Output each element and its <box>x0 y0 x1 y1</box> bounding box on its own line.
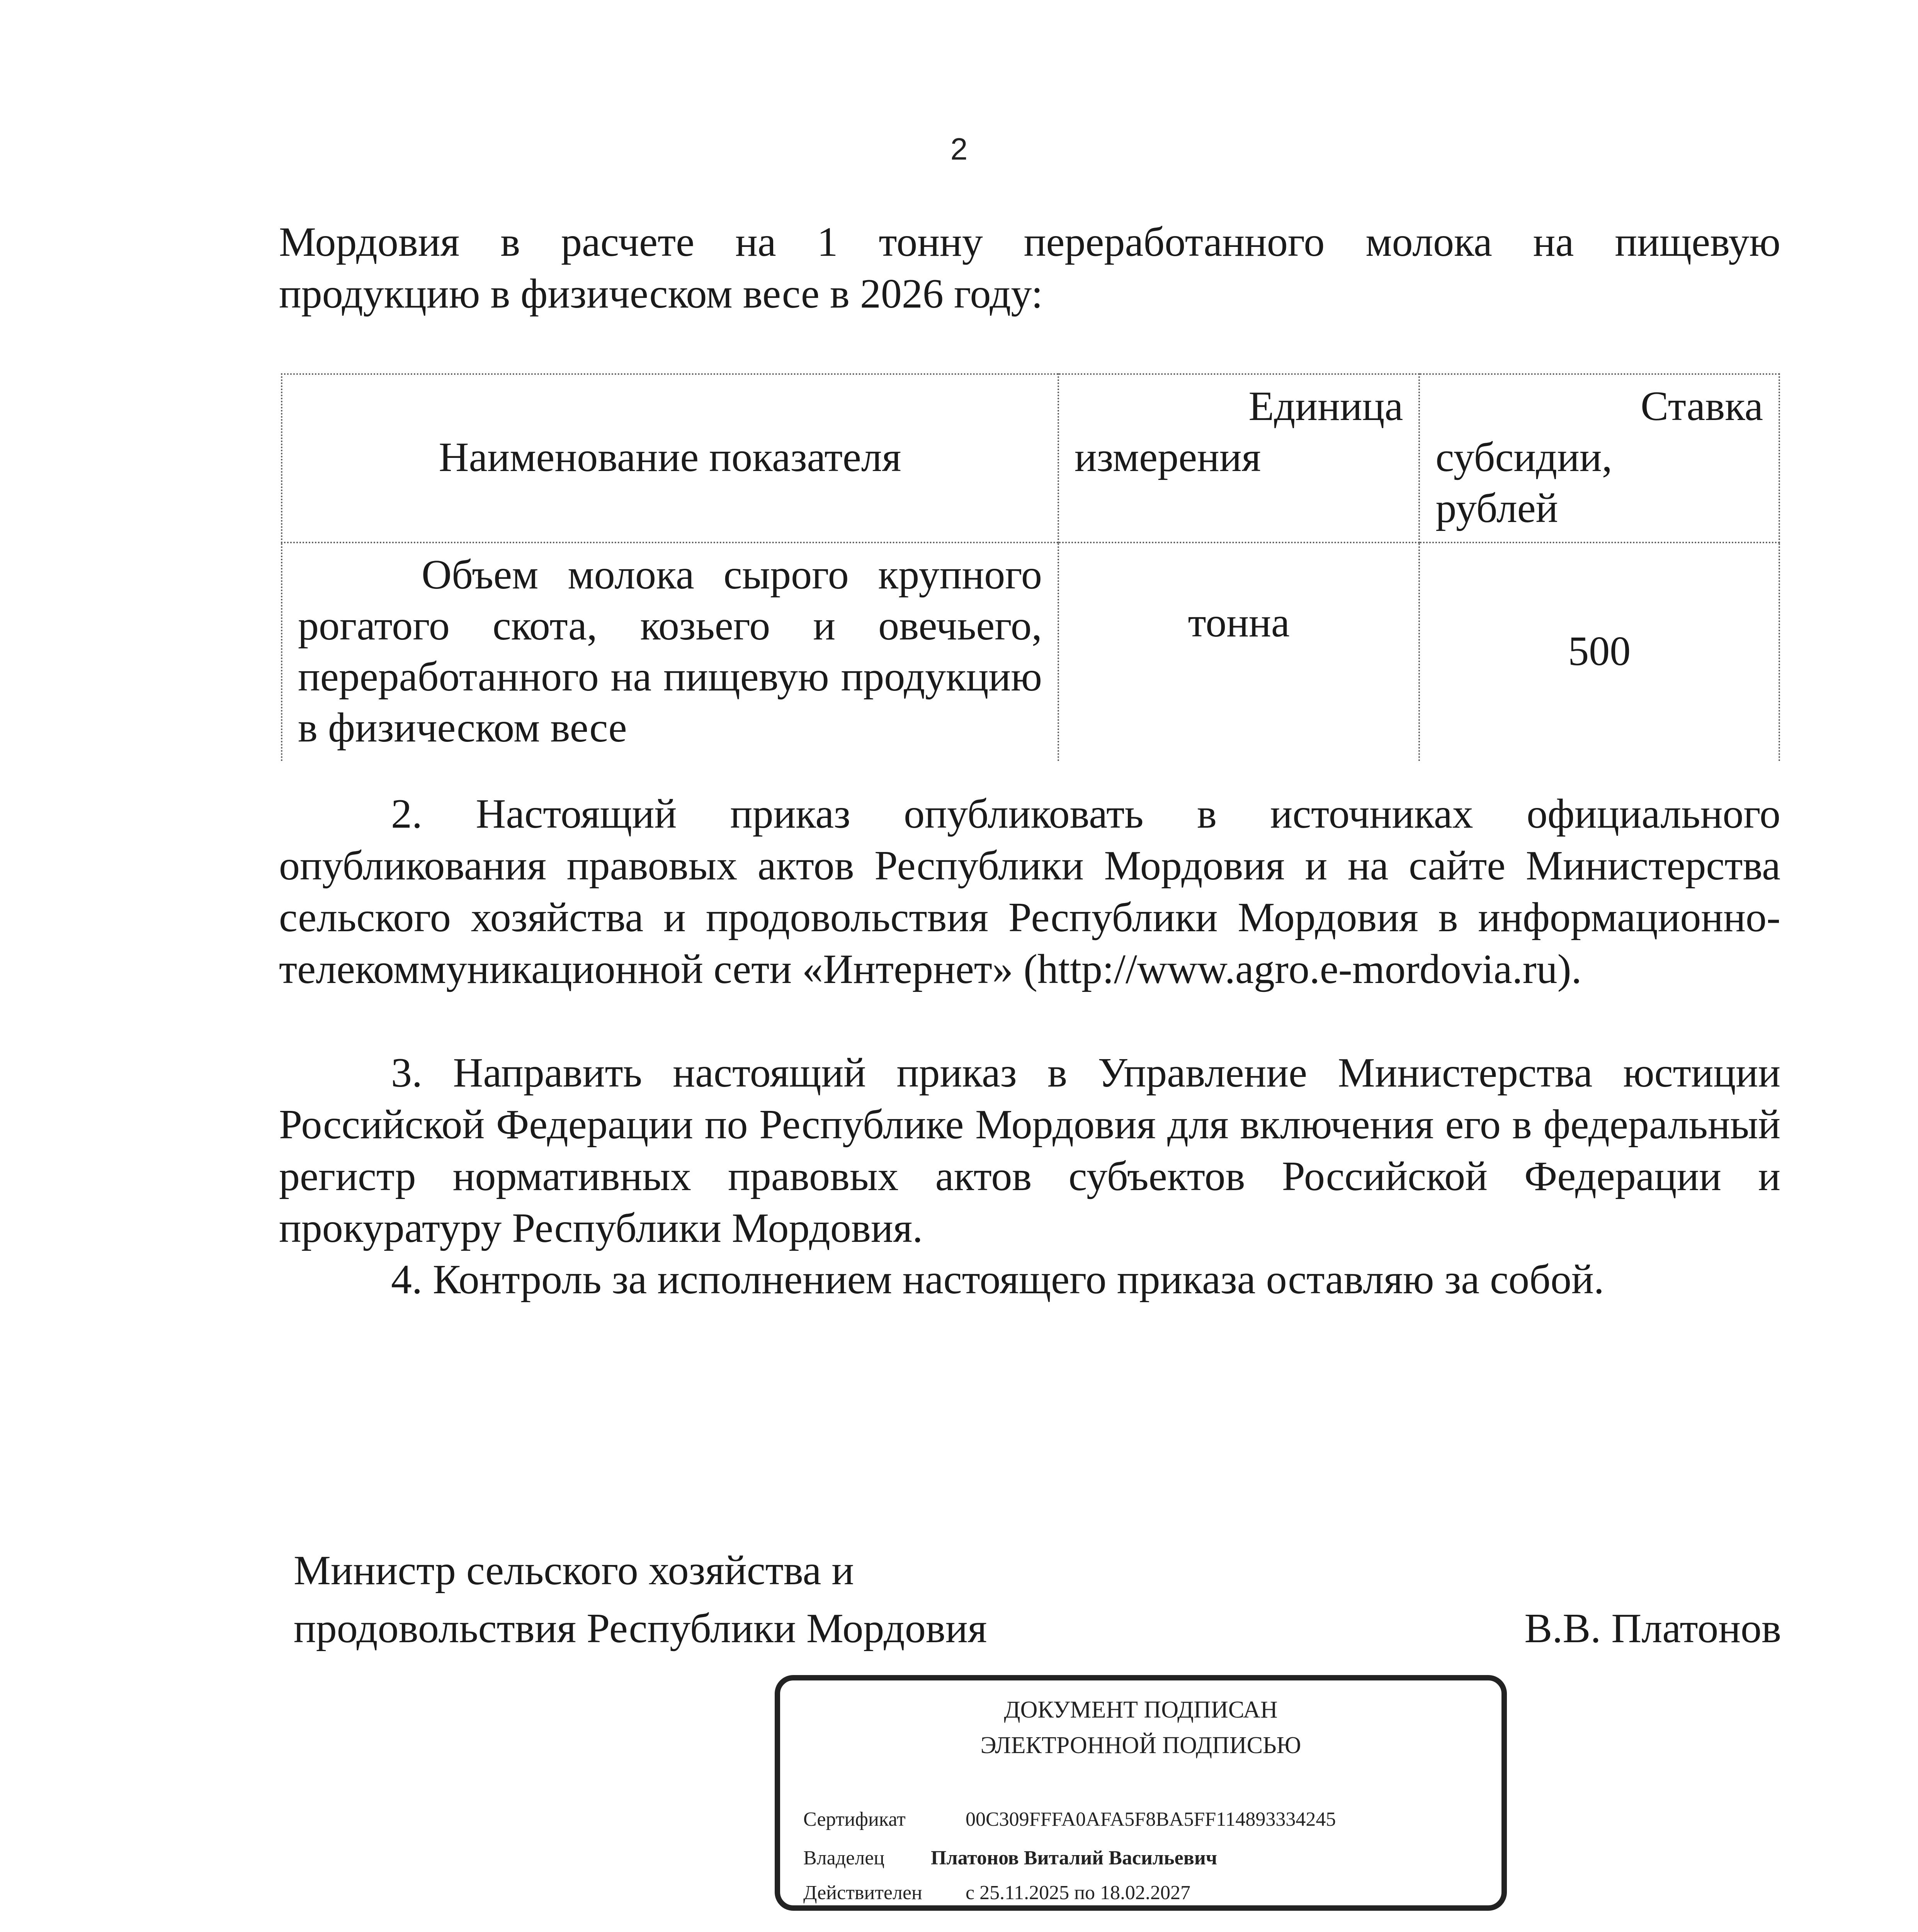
signer-name: В.В. Платонов <box>1524 1605 1781 1651</box>
stamp-certificate-value: 00C309FFFA0AFA5F8BA5FF114893334245 <box>966 1808 1336 1830</box>
intro-line-1: Мордовия в расчете на 1 тонну переработанного молока на пищевую <box>279 219 1780 265</box>
stamp-certificate-label: Сертификат <box>803 1808 906 1830</box>
paragraph-2: 2. Настоящий приказ опубликовать в источниках официального опубликования правовых актов Республики Мордовия и на сайте Министерства сельского хозяйства и продовольствия Республики Мордовия в информационно-телекоммуникационной сети «Интернет» (http://www.agro.e-mordovia.ru). <box>279 791 1780 992</box>
intro-line-2: продукцию в физическом весе в 2026 году: <box>279 271 1043 317</box>
header-indicator-name <box>282 374 1058 543</box>
paragraph-3: 3. Направить настоящий приказ в Управление Министерства юстиции Российской Федерации по Республике Мордовия для включения его в федеральный регистр нормативных правовых актов субъектов Российской Федерации и прокуратуру Республики Мордовия. <box>279 1050 1780 1251</box>
header-rate <box>1419 374 1779 543</box>
table-row <box>282 543 1779 761</box>
stamp-header-line-2: ЭЛЕКТРОННОЙ ПОДПИСЬЮ <box>980 1732 1301 1759</box>
signer-title-line-1: Министр сельского хозяйства и <box>294 1548 854 1594</box>
header-rate-line-1: Ставка <box>1641 383 1763 429</box>
signature-block <box>294 1542 1781 1658</box>
paragraph-4: 4. Контроль за исполнением настоящего приказа оставляю за собой. <box>391 1257 1604 1303</box>
stamp-validity-row <box>803 1881 1190 1904</box>
stamp-certificate-row <box>803 1808 1336 1831</box>
table-header-row <box>282 374 1779 543</box>
stamp-header <box>780 1692 1501 1763</box>
cell-indicator-name: Объем молока сырого крупного рогатого скота, козьего и овечьего, переработанного на пищевую продукцию в физическом весе <box>282 543 1058 761</box>
header-rate-line-2: субсидии, <box>1435 434 1612 480</box>
stamp-validity-label: Действителен <box>803 1882 922 1904</box>
stamp-header-line-1: ДОКУМЕНТ ПОДПИСАН <box>1004 1697 1278 1723</box>
header-indicator-name-label: Наименование показателя <box>439 434 901 480</box>
stamp-validity-value: с 25.11.2025 по 18.02.2027 <box>966 1882 1190 1904</box>
electronic-signature-stamp <box>775 1675 1507 1911</box>
signer-title-line-2: продовольствия Республики Мордовия <box>294 1605 987 1651</box>
header-unit-line-1: Единица <box>1248 383 1403 429</box>
page-number: 2 <box>950 132 968 166</box>
cell-rate: 500 <box>1419 543 1779 761</box>
stamp-owner-value: Платонов Виталий Васильевич <box>931 1847 1217 1869</box>
header-unit <box>1058 374 1420 543</box>
stamp-owner-label: Владелец <box>803 1847 885 1869</box>
subsidy-rate-table <box>281 373 1780 761</box>
stamp-owner-row <box>803 1847 1217 1869</box>
cell-unit: тонна <box>1058 543 1420 761</box>
header-rate-line-3: рублей <box>1435 485 1558 531</box>
header-unit-line-2: измерения <box>1074 434 1261 480</box>
